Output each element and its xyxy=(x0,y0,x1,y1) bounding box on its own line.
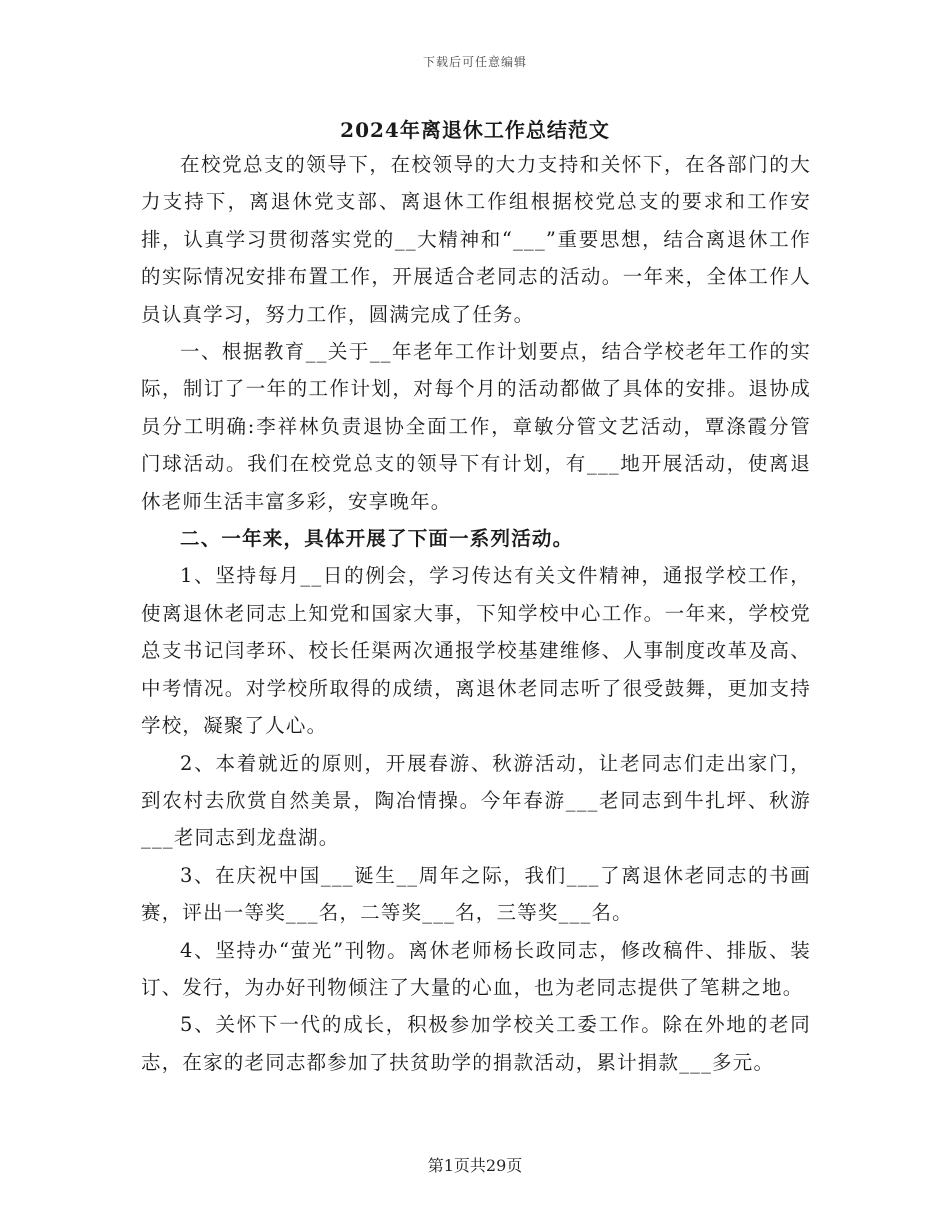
paragraph-item-4: 4、坚持办“萤光”刊物。离休老师杨长政同志，修改稿件、排版、装订、发行，为办好刊物倾注了大量的心血，也为老同志提供了笔耕之地。 xyxy=(141,938,811,999)
document-body xyxy=(141,146,811,1081)
paragraph-section-1: 一、根据教育__关于__年老年工作计划要点，结合学校老年工作的实际，制订了一年的工作计划，对每个月的活动都做了具体的安排。退协成员分工明确:李祥林负责退协全面工作，章敏分管文艺活动，覃涤霞分管门球活动。我们在校党总支的领导下有计划，有___地开展活动，使离退休老师生活丰富多彩，安享晚年。 xyxy=(141,340,811,513)
page-number: 第1页共29页 xyxy=(427,1156,523,1175)
paragraph-item-1: 1、坚持每月__日的例会，学习传达有关文件精神，通报学校工作，使离退休老同志上知党和国家大事，下知学校中心工作。一年来，学校党总支书记闫孝环、校长任渠两次通报学校基建维修、人事制度改革及高、中考情况。对学校所取得的成绩，离退休老同志听了很受鼓舞，更加支持学校，凝聚了人心。 xyxy=(141,564,811,738)
paragraph-item-2: 2、本着就近的原则，开展春游、秋游活动，让老同志们走出家门，到农村去欣赏自然美景，陶冶情操。今年春游___老同志到牛扎坪、秋游___老同志到龙盘湖。 xyxy=(141,751,811,850)
paragraph-item-5: 5、关怀下一代的成长，积极参加学校关工委工作。除在外地的老同志，在家的老同志都参加了扶贫助学的捐款活动，累计捐款___多元。 xyxy=(141,1013,811,1074)
header-note: 下载后可任意编辑 xyxy=(422,55,527,69)
paragraph-intro: 在校党总支的领导下，在校领导的大力支持和关怀下，在各部门的大力支持下，离退休党支部、离退休工作组根据校党总支的要求和工作安排，认真学习贯彻落实党的__大精神和“___”重要思想，结合离退休工作的实际情况安排布置工作，开展适合老同志的活动。一年来，全体工作人员认真学习，努力工作，圆满完成了任务。 xyxy=(141,153,811,326)
section-heading-2: 二、一年来，具体开展了下面一系列活动。 xyxy=(180,527,574,551)
document-title: 2024年离退休工作总结范文 xyxy=(340,118,610,142)
paragraph-item-3: 3、在庆祝中国___诞生__周年之际，我们___了离退休老同志的书画赛，评出一等奖___名，二等奖___名，三等奖___名。 xyxy=(141,863,811,925)
